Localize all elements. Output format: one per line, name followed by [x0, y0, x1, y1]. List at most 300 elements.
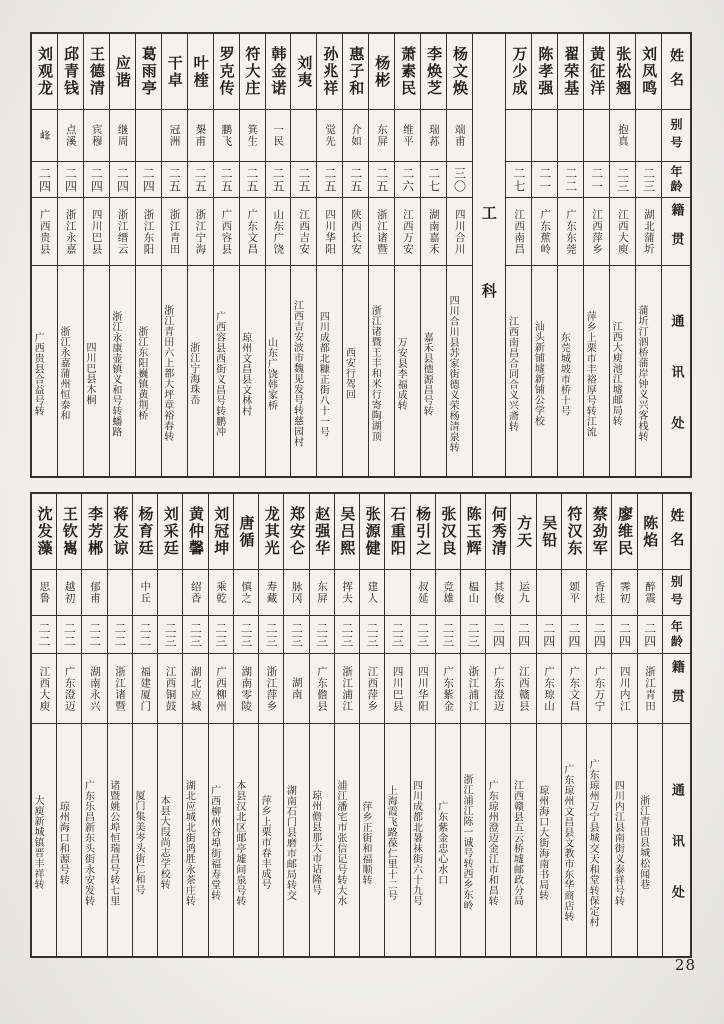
- native-cell-text: 浙江萍乡: [265, 665, 278, 712]
- address-cell: [369, 266, 394, 476]
- address-cell: [612, 724, 636, 956]
- name-cell: [587, 494, 611, 570]
- address-cell-text: 萍乡上栗市春丰成号: [259, 795, 271, 890]
- header-age: [663, 616, 690, 654]
- alias-cell-text: 槼甫: [194, 124, 207, 147]
- native-cell: [32, 654, 56, 724]
- alias-cell-text: 颂平: [568, 581, 581, 604]
- native-cell-text: 湖南零陵: [240, 665, 253, 712]
- age-cell: [385, 616, 409, 654]
- address-cell: [188, 266, 213, 476]
- native-cell-text: 四川内江: [618, 665, 631, 712]
- person-column: [83, 34, 109, 476]
- lower-table: [30, 492, 692, 958]
- age-cell: [284, 616, 308, 654]
- age-cell: [291, 162, 316, 198]
- age-cell: [461, 616, 485, 654]
- age-cell: [259, 616, 283, 654]
- person-column: [611, 494, 636, 956]
- name-cell: [385, 494, 409, 570]
- name-cell: [421, 34, 446, 110]
- alias-cell: [411, 570, 435, 616]
- native-cell: [506, 198, 531, 266]
- alias-cell-text: 越初: [63, 581, 76, 604]
- alias-cell: [110, 110, 135, 162]
- age-cell-text: 二三: [615, 166, 630, 193]
- native-cell: [411, 654, 435, 724]
- age-cell: [447, 162, 472, 198]
- age-cell-text: 二五: [348, 166, 363, 193]
- person-column: [182, 494, 207, 956]
- native-cell: [266, 198, 291, 266]
- address-cell: [511, 724, 535, 956]
- address-cell: [558, 266, 583, 476]
- address-cell-text: 东莞城坡市桥十号: [558, 331, 570, 416]
- name-cell-text: 赵强华: [313, 506, 332, 557]
- alias-cell-text: 中丘: [139, 581, 152, 604]
- address-cell-text: 广东紫金忠心水口: [435, 800, 447, 885]
- age-cell-text: 二四: [592, 621, 607, 648]
- native-cell-text: 四川华阳: [416, 665, 429, 712]
- address-cell-text: 广东乐昌新东头街永安发转: [82, 779, 94, 906]
- age-cell: [395, 162, 420, 198]
- name-cell-text: 万少成: [510, 46, 529, 97]
- name-cell-text: 黄仲馨: [187, 506, 206, 557]
- name-cell-text: 萧素民: [399, 46, 418, 97]
- native-cell: [486, 654, 510, 724]
- native-cell-text: 江西吉安: [298, 208, 311, 255]
- name-cell-text: 蔡劲军: [590, 506, 609, 557]
- alias-cell-text: 端甫: [453, 124, 466, 147]
- name-cell-text: 邱青钱: [61, 46, 80, 97]
- name-cell-text: 罗克传: [217, 46, 236, 97]
- address-cell-text: 四川合川县苏家街德义荣杨清泉转: [447, 294, 459, 453]
- address-cell: [343, 266, 368, 476]
- address-cell-text: 浙江永嘉蒲州恒泰和: [58, 326, 70, 421]
- native-cell-text: 广东万宁: [593, 665, 606, 712]
- name-cell: [335, 494, 359, 570]
- name-cell: [395, 34, 420, 110]
- address-cell: [133, 724, 157, 956]
- native-cell-text: 浙江青田: [168, 208, 181, 255]
- address-cell-text: 山东广饶韩家桥: [265, 336, 277, 411]
- name-cell: [84, 34, 109, 110]
- name-cell-text: 廖维民: [616, 506, 634, 557]
- age-cell-text: 二三: [238, 621, 253, 648]
- native-cell-text: 江西赣县: [517, 665, 530, 712]
- alias-cell: [532, 110, 557, 162]
- name-cell: [291, 34, 316, 110]
- person-column: [384, 494, 409, 956]
- person-column: [187, 34, 213, 476]
- alias-cell: [558, 110, 583, 162]
- native-cell: [436, 654, 460, 724]
- name-cell-text: 李焕芝: [425, 46, 444, 97]
- age-cell-text: 二一: [537, 166, 552, 193]
- age-cell: [421, 162, 446, 198]
- name-cell-text: 刘采廷: [161, 506, 180, 557]
- age-cell-text: 三〇: [452, 166, 467, 193]
- alias-cell: [638, 570, 662, 616]
- name-cell-text: 陈焰: [641, 514, 660, 549]
- native-cell: [162, 198, 187, 266]
- alias-cell: [209, 570, 233, 616]
- alias-cell: [158, 570, 182, 616]
- name-cell-text: 吴铅: [540, 514, 559, 549]
- header-name: [663, 494, 690, 570]
- native-cell: [58, 198, 83, 266]
- person-column: [157, 494, 182, 956]
- alias-cell-text: 介如: [350, 124, 363, 147]
- age-cell-text: 二三: [264, 621, 279, 648]
- age-cell-text: 二四: [516, 621, 531, 648]
- person-column: [56, 494, 81, 956]
- alias-cell: [343, 110, 368, 162]
- age-cell: [84, 162, 109, 198]
- age-cell: [162, 162, 187, 198]
- person-column: [32, 494, 56, 956]
- address-cell-text: 江西大庾池江墟邮局转: [610, 321, 622, 426]
- native-cell: [360, 654, 384, 724]
- alias-cell-text: 叔延: [416, 581, 429, 604]
- alias-cell: [385, 570, 409, 616]
- age-cell: [486, 616, 510, 654]
- age-cell: [638, 616, 662, 654]
- alias-cell: [360, 570, 384, 616]
- native-cell: [562, 654, 586, 724]
- age-cell-text: 二三: [188, 621, 203, 648]
- age-cell-text: 二四: [567, 621, 582, 648]
- header-address: [662, 266, 690, 476]
- native-cell: [385, 654, 409, 724]
- alias-cell: [266, 110, 291, 162]
- native-cell: [133, 654, 157, 724]
- address-cell: [421, 266, 446, 476]
- alias-cell: [82, 570, 106, 616]
- age-cell: [558, 162, 583, 198]
- name-cell: [234, 494, 258, 570]
- person-column: [239, 34, 265, 476]
- address-cell: [360, 724, 384, 956]
- native-cell: [259, 654, 283, 724]
- native-cell: [421, 198, 446, 266]
- alias-cell: [234, 570, 258, 616]
- name-cell: [82, 494, 106, 570]
- native-cell-text: 广东紫金: [442, 665, 455, 712]
- native-cell-text: 广东儋县: [315, 665, 328, 712]
- native-cell: [511, 654, 535, 724]
- header-address: [663, 724, 690, 956]
- age-cell-text: 二五: [374, 166, 389, 193]
- person-column: [531, 34, 557, 476]
- name-cell-text: 符大庄: [243, 46, 262, 97]
- age-cell: [183, 616, 207, 654]
- address-cell-text: 广西容县西街义昌号转鹏冲: [213, 310, 225, 437]
- alias-cell-text: 乘乾: [215, 581, 227, 604]
- address-cell-text: 浙江诸暨王丰和米行寄陶湖顶: [369, 305, 381, 442]
- age-cell-text: 二三: [163, 621, 178, 648]
- person-column: [109, 34, 135, 476]
- address-cell-text: 上海霞飞路葆仁里十二号: [385, 784, 397, 901]
- name-cell: [636, 34, 661, 110]
- alias-cell-text: 东屏: [315, 581, 328, 604]
- native-cell: [108, 654, 132, 724]
- age-cell-text: 二五: [245, 166, 260, 193]
- name-cell-text: 王德清: [87, 46, 106, 97]
- address-cell: [506, 266, 531, 476]
- age-cell: [343, 162, 368, 198]
- name-cell: [58, 34, 83, 110]
- person-column: [161, 34, 187, 476]
- name-cell-text: 石重阳: [388, 506, 407, 557]
- native-cell-text: 江西南昌: [513, 208, 526, 255]
- name-cell: [214, 34, 239, 110]
- age-cell-text: 二三: [390, 621, 405, 648]
- person-column: [290, 34, 316, 476]
- alias-cell-text: 点溪: [64, 124, 77, 147]
- person-column: [258, 494, 283, 956]
- address-cell-text: 广西柳州谷埠街福寿堂转: [208, 784, 220, 901]
- age-cell-text: 二二: [37, 621, 52, 648]
- person-column: [309, 494, 334, 956]
- address-cell-text: 琼州文昌县文林村: [239, 331, 251, 416]
- address-cell: [636, 266, 661, 476]
- age-cell: [136, 162, 161, 198]
- age-cell-text: 二四: [141, 166, 156, 193]
- name-cell-text: 刘凤鸣: [640, 46, 659, 97]
- alias-cell: [108, 570, 132, 616]
- alias-cell-text: 其俊: [492, 581, 505, 604]
- native-cell: [158, 654, 182, 724]
- address-cell: [638, 724, 662, 956]
- header-address-text: 通讯处: [668, 782, 684, 936]
- alias-cell: [584, 110, 609, 162]
- alias-cell: [335, 570, 359, 616]
- name-cell-text: 杨彬: [373, 54, 392, 89]
- age-cell: [108, 616, 132, 654]
- section-label-bottom: 科: [481, 282, 497, 300]
- alias-cell: [511, 570, 535, 616]
- age-cell: [584, 162, 609, 198]
- address-cell-text: 湖北应城北街鸿胜永茶庄转: [183, 779, 195, 906]
- name-cell: [486, 494, 510, 570]
- address-cell-text: 浙江浦江陈一诚号转西乡东岭: [460, 774, 472, 911]
- person-column: [510, 494, 535, 956]
- name-cell: [57, 494, 81, 570]
- age-cell: [234, 616, 258, 654]
- address-cell-text: 浙江东阳巍镇黄荆桥: [135, 326, 147, 421]
- alias-cell: [162, 110, 187, 162]
- address-cell: [395, 266, 420, 476]
- age-cell: [32, 162, 57, 198]
- alias-cell: [214, 110, 239, 162]
- native-cell-text: 江西万安: [401, 208, 414, 255]
- native-cell-text: 山东广饶: [272, 208, 285, 255]
- age-cell: [310, 616, 334, 654]
- address-cell: [461, 724, 485, 956]
- age-cell-text: 二一: [589, 166, 604, 193]
- address-cell: [310, 724, 334, 956]
- native-cell: [369, 198, 394, 266]
- person-column: [334, 494, 359, 956]
- native-cell: [136, 198, 161, 266]
- header-age: [662, 162, 690, 198]
- address-cell-text: 浦江潘宅市张信记号转大水: [334, 779, 346, 906]
- name-cell: [612, 494, 636, 570]
- header-age-text: 年龄: [669, 164, 684, 195]
- native-cell: [584, 198, 609, 266]
- name-cell-text: 刘冠坤: [212, 506, 231, 557]
- age-cell: [511, 616, 535, 654]
- address-cell-text: 大庾新城镇晋丰祥转: [32, 795, 43, 890]
- alias-cell-text: 宾穆: [90, 124, 103, 147]
- person-column: [135, 34, 161, 476]
- alias-cell-text: 继周: [116, 124, 129, 147]
- age-cell-text: 二五: [193, 166, 208, 193]
- header-column: [662, 494, 690, 956]
- name-cell-text: 应谐: [113, 54, 132, 89]
- address-cell-text: 江西吉安波市魏见发号转慈园村: [291, 300, 303, 447]
- address-cell-text: 蒲圻汀泗桥蒲岸钟义兴客栈转: [636, 305, 648, 442]
- name-cell-text: 唐循: [237, 514, 256, 549]
- age-cell: [32, 616, 56, 654]
- alias-cell-text: 瑞荪: [427, 124, 440, 147]
- name-cell-text: 刘夷: [295, 54, 314, 89]
- age-cell-text: 二二: [112, 621, 127, 648]
- native-cell-text: 广东文昌: [246, 208, 259, 255]
- name-cell-text: 陈孝强: [536, 46, 555, 97]
- person-column: [485, 494, 510, 956]
- native-cell: [636, 198, 661, 266]
- age-cell-text: 二四: [491, 621, 506, 648]
- age-cell-text: 二五: [322, 166, 337, 193]
- name-cell-text: 韩金诺: [269, 46, 288, 97]
- native-cell: [214, 198, 239, 266]
- age-cell-text: 二三: [339, 621, 354, 648]
- alias-cell-text: 运九: [517, 581, 530, 604]
- native-cell-text: 广东澄迈: [63, 665, 76, 712]
- age-cell: [369, 162, 394, 198]
- age-cell: [209, 616, 233, 654]
- address-cell: [108, 724, 132, 956]
- native-cell-text: 湖北应城: [189, 665, 202, 712]
- address-cell-text: 西安行驾回: [343, 347, 355, 400]
- alias-cell-text: 榅山: [467, 581, 480, 604]
- name-cell-text: 翟荣基: [562, 46, 581, 97]
- person-column: [460, 494, 485, 956]
- name-cell-text: 葛雨亭: [139, 46, 158, 97]
- name-cell: [343, 34, 368, 110]
- person-column: [368, 34, 394, 476]
- native-cell-text: 湖北蒲圻: [642, 208, 655, 255]
- alias-cell-text: 挥夫: [341, 581, 354, 604]
- age-cell: [610, 162, 635, 198]
- person-column: [107, 494, 132, 956]
- native-cell: [537, 654, 561, 724]
- name-cell: [108, 494, 132, 570]
- name-cell-text: 杨育廷: [136, 506, 155, 557]
- person-column: [81, 494, 106, 956]
- name-cell-text: 沈发藻: [35, 506, 54, 557]
- address-cell-text: 琼州海口和源号转: [57, 800, 69, 885]
- name-cell-text: 黄征洋: [588, 46, 607, 97]
- address-cell: [532, 266, 557, 476]
- alias-cell-text: 觉先: [324, 124, 337, 147]
- age-cell: [537, 616, 561, 654]
- address-cell-text: 湖南石门县磨市邮局转交: [284, 784, 296, 901]
- address-cell-text: 浙江青田六上都大坪章裕春转: [161, 305, 173, 442]
- age-cell-text: 二三: [641, 166, 656, 193]
- age-cell: [335, 616, 359, 654]
- age-cell: [57, 616, 81, 654]
- address-cell-text: 江西赣县五云桥墟邮政分局: [511, 779, 523, 906]
- name-cell: [32, 494, 56, 570]
- address-cell: [411, 724, 435, 956]
- alias-cell: [612, 570, 636, 616]
- age-cell-text: 二二: [563, 166, 578, 193]
- name-cell: [584, 34, 609, 110]
- name-cell: [110, 34, 135, 110]
- age-cell-text: 二三: [466, 621, 481, 648]
- address-cell: [317, 266, 342, 476]
- native-cell: [461, 654, 485, 724]
- address-cell: [32, 266, 57, 476]
- native-cell: [610, 198, 635, 266]
- person-column: [536, 494, 561, 956]
- age-cell: [82, 616, 106, 654]
- name-cell: [558, 34, 583, 110]
- alias-cell: [537, 570, 561, 616]
- age-cell: [360, 616, 384, 654]
- alias-cell: [506, 110, 531, 162]
- name-cell-text: 龙其光: [262, 506, 281, 557]
- age-cell: [58, 162, 83, 198]
- address-cell-text: 本县大叚尚志学校转: [158, 795, 170, 890]
- address-cell: [266, 266, 291, 476]
- name-cell-text: 杨引之: [414, 506, 433, 557]
- native-cell: [317, 198, 342, 266]
- address-cell-text: 四川成都北糠正街八十一号: [317, 310, 329, 437]
- name-cell: [284, 494, 308, 570]
- alias-cell: [562, 570, 586, 616]
- name-cell-text: 符汉东: [565, 506, 584, 557]
- name-cell: [209, 494, 233, 570]
- person-column: [316, 34, 342, 476]
- upper-table: [30, 32, 692, 478]
- address-cell-text: 浙江宁海珠岙: [187, 342, 199, 405]
- alias-cell: [421, 110, 446, 162]
- alias-cell: [240, 110, 265, 162]
- native-cell-text: 四川合川: [453, 208, 466, 255]
- native-cell-text: 广东澄迈: [492, 665, 505, 712]
- name-cell-text: 陈玉辉: [464, 506, 483, 557]
- native-cell-text: 湖南永兴: [88, 665, 101, 712]
- person-column: [420, 34, 446, 476]
- age-cell-text: 二四: [89, 166, 104, 193]
- age-cell: [436, 616, 460, 654]
- age-cell-text: 二四: [63, 166, 78, 193]
- name-cell: [506, 34, 531, 110]
- native-cell-text: 福建厦门: [139, 665, 152, 712]
- native-cell: [57, 654, 81, 724]
- address-cell-text: 广东琼州澄迈金江市和昌转: [486, 779, 498, 906]
- age-cell-text: 二六: [400, 166, 415, 193]
- name-cell-text: 郑安仑: [287, 506, 306, 557]
- header-alias: [663, 570, 690, 616]
- address-cell: [486, 724, 510, 956]
- name-cell-text: 张汉良: [439, 506, 458, 557]
- name-cell-text: 李芳郴: [86, 506, 105, 557]
